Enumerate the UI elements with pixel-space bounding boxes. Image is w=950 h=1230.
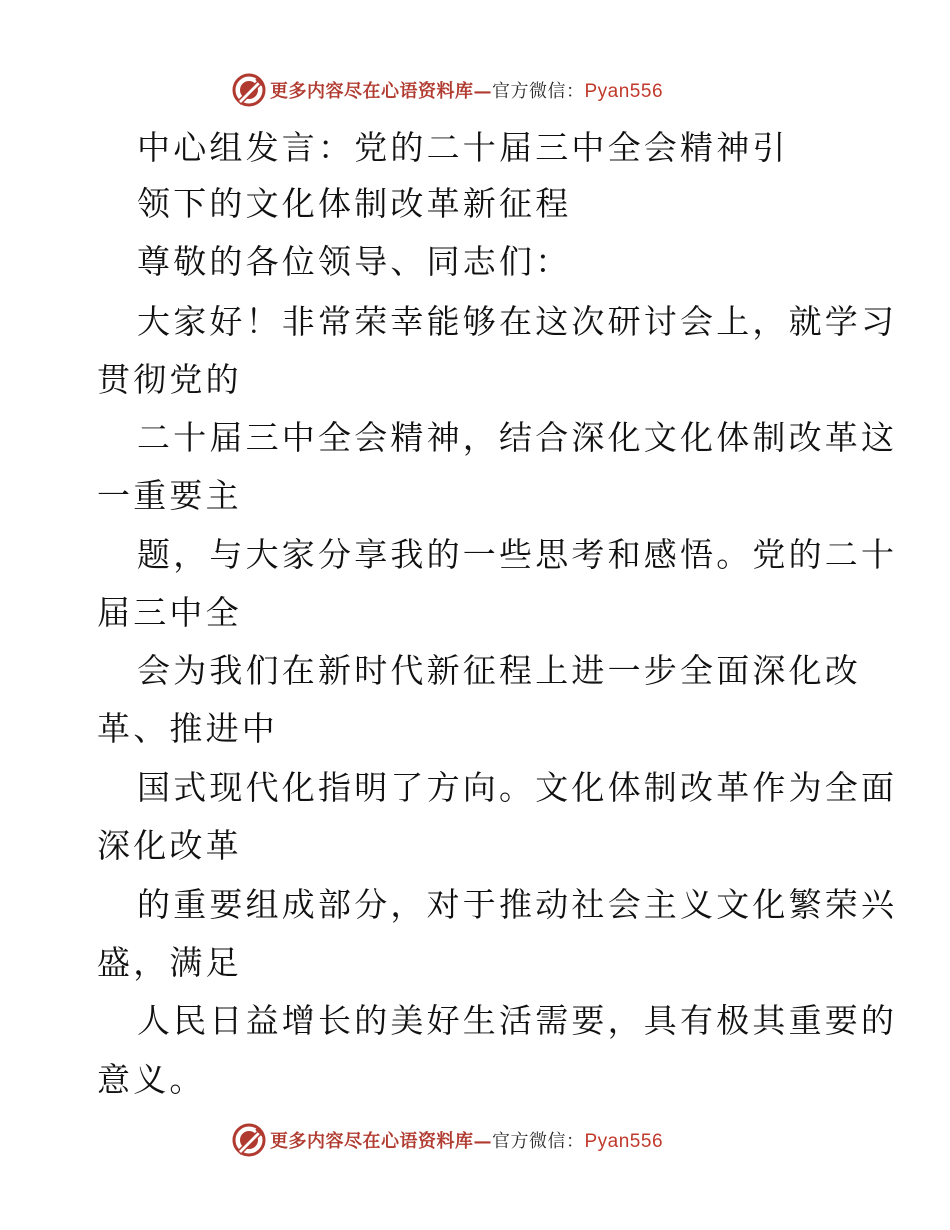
footer-dash: — — [473, 1131, 492, 1152]
paragraph-line: 会为我们在新时代新征程上进一步全面深化改 — [137, 651, 861, 690]
paragraph-line: 深化改革 — [97, 826, 242, 865]
header-account-id: Pyan556 — [584, 81, 664, 102]
header-account-label: 官方微信： — [492, 81, 585, 102]
paragraph-line: 贯彻党的 — [97, 360, 242, 399]
paragraph-line: 革、推进中 — [97, 709, 278, 748]
salutation-line: 尊敬的各位领导、同志们： — [137, 242, 572, 281]
paragraph-line: 届三中全 — [97, 593, 242, 632]
title-line-2: 领下的文化体制改革新征程 — [137, 184, 572, 223]
quill-logo-icon — [232, 73, 266, 107]
header-watermark — [232, 70, 712, 110]
header-banner-text — [270, 77, 663, 103]
paragraph-line: 的重要组成部分，对于推动社会主义文化繁荣兴 — [137, 885, 898, 924]
paragraph-line: 题，与大家分享我的一些思考和感悟。党的二十 — [137, 535, 898, 574]
paragraph-line: 意义。 — [97, 1060, 206, 1099]
paragraph-line: 大家好！非常荣幸能够在这次研讨会上，就学习 — [137, 302, 898, 341]
header-lead-text: 更多内容尽在心语资料库 — [270, 81, 474, 102]
paragraph-line: 盛，满足 — [97, 943, 242, 982]
paragraph-line: 国式现代化指明了方向。文化体制改革作为全面 — [137, 768, 898, 807]
paragraph-line: 人民日益增长的美好生活需要，具有极其重要的 — [137, 1001, 898, 1040]
footer-banner-text — [270, 1127, 663, 1153]
header-dash: — — [473, 81, 492, 102]
quill-logo-icon — [232, 1123, 266, 1157]
footer-account-id: Pyan556 — [584, 1131, 664, 1152]
paragraph-line: 二十届三中全会精神，结合深化文化体制改革这 — [137, 418, 898, 457]
paragraph-line: 一重要主 — [97, 476, 242, 515]
footer-lead-text: 更多内容尽在心语资料库 — [270, 1131, 474, 1152]
footer-watermark — [232, 1120, 712, 1160]
footer-account-label: 官方微信： — [492, 1131, 585, 1152]
title-line-1: 中心组发言：党的二十届三中全会精神引 — [137, 128, 789, 167]
